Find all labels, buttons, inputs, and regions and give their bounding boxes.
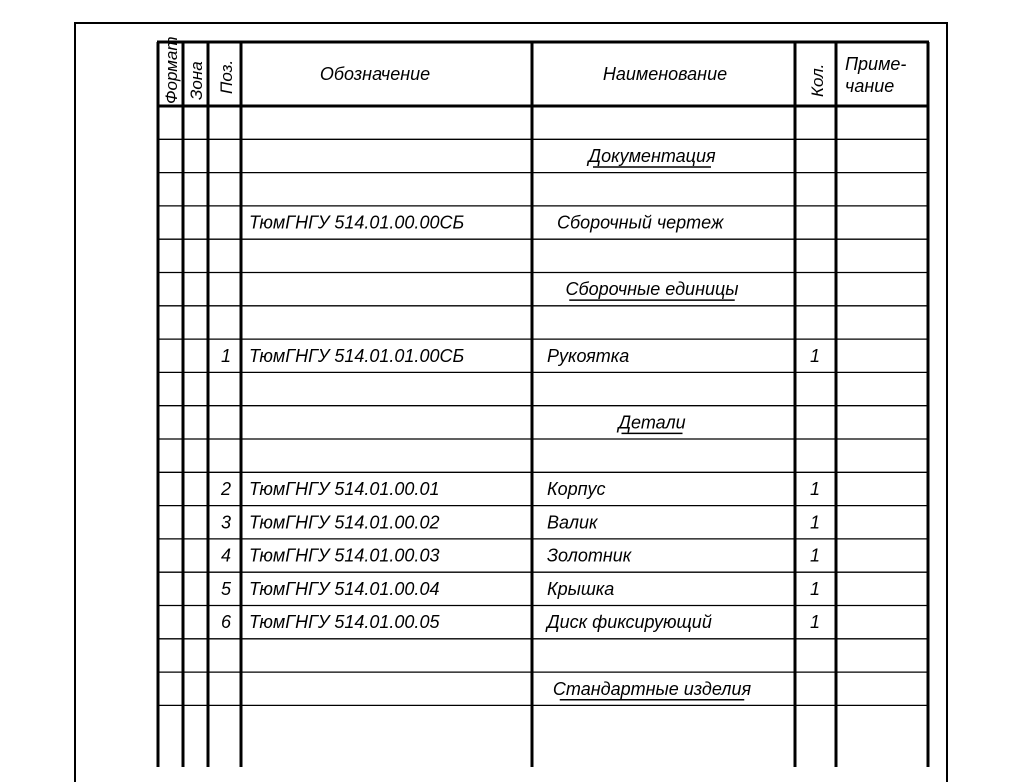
cell-qty: 1 bbox=[809, 612, 821, 633]
header-designation: Обозначение bbox=[319, 64, 431, 84]
cell-name: Золотник bbox=[547, 545, 632, 566]
cell-designation: ТюмГНГУ 514.01.00.01 bbox=[249, 478, 440, 499]
section-heading: Документация bbox=[588, 145, 716, 166]
table-grid bbox=[157, 42, 929, 767]
cell-name: Сборочный чертеж bbox=[557, 212, 724, 233]
cell-name: Диск фиксирующий bbox=[547, 612, 712, 633]
cell-qty: 1 bbox=[809, 545, 821, 566]
cell-pos: 6 bbox=[220, 612, 231, 633]
header-note-line2: чание bbox=[845, 76, 895, 96]
header-zone: Зона bbox=[187, 61, 206, 100]
cell-name: Крышка bbox=[547, 578, 615, 599]
header-format: Формат bbox=[162, 36, 181, 104]
header-note-line1: Приме- bbox=[845, 54, 907, 74]
cell-qty: 1 bbox=[809, 512, 821, 533]
cell-name: Рукоятка bbox=[547, 345, 630, 366]
cell-designation: ТюмГНГУ 514.01.00.05 bbox=[249, 612, 440, 633]
header-name: Наименование bbox=[602, 64, 728, 84]
cell-qty: 1 bbox=[809, 478, 821, 499]
cell-designation: ТюмГНГУ 514.01.00.03 bbox=[249, 545, 440, 566]
cell-pos: 5 bbox=[220, 578, 231, 599]
cell-pos: 3 bbox=[220, 512, 231, 533]
cell-name: Корпус bbox=[547, 478, 606, 499]
cell-designation: ТюмГНГУ 514.01.00.02 bbox=[249, 512, 440, 533]
header-pos: Поз. bbox=[217, 59, 236, 94]
section-heading: Сборочные единицы bbox=[565, 279, 739, 300]
cell-pos: 4 bbox=[220, 545, 231, 566]
cell-designation: ТюмГНГУ 514.01.00.04 bbox=[249, 578, 440, 599]
cell-qty: 1 bbox=[809, 345, 821, 366]
cell-pos: 1 bbox=[220, 345, 231, 366]
cell-name: Валик bbox=[547, 512, 598, 533]
table-body bbox=[220, 146, 820, 700]
header-qty: Кол. bbox=[808, 63, 827, 97]
cell-pos: 2 bbox=[220, 478, 231, 499]
cell-designation: ТюмГНГУ 514.01.01.00СБ bbox=[249, 345, 465, 366]
cell-designation: ТюмГНГУ 514.01.00.00СБ bbox=[249, 212, 465, 233]
section-heading: Детали bbox=[618, 412, 686, 433]
cell-qty: 1 bbox=[809, 578, 821, 599]
section-heading: Стандартные изделия bbox=[552, 678, 752, 699]
